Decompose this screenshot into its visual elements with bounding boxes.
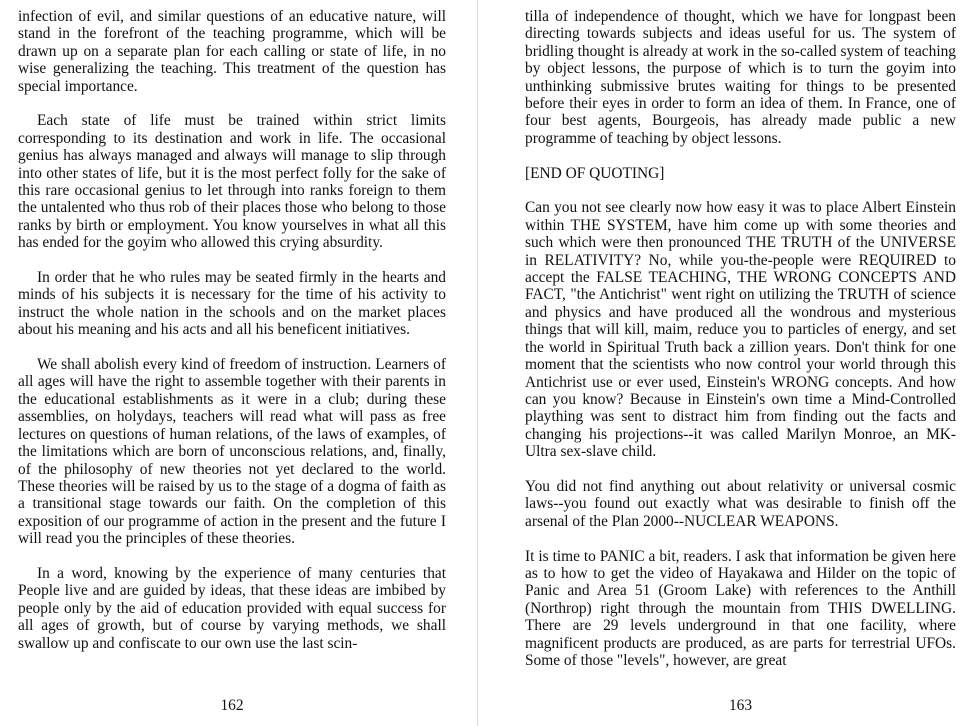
left-paragraph-2: Each state of life must be trained within strict limits corresponding to its destination and work in life. The occasional genius has always managed and always will manage to slip through into other states of life, but it is the most perfect folly for the sake of this rare occasional genius to let through into ranks foreign to them the untalented who thus rob of their places those who belong to those ranks by birth or employment. You know yourselves in what all this has ended for the goyim who allowed this crying absurdity. (18, 112, 446, 252)
left-paragraph-4: We shall abolish every kind of freedom of instruction. Learners of all ages will have the right to assemble together with their parents in the educational establishments as it were in a club; during these assemblies, on holydays, teachers will read what will pass as free lectures on questions of human relations, of the laws of examples, of the limitations which are born of unconscious relations, and, finally, of the philosophy of new theories not yet declared to the world. These theories will be raised by us to the stage of a dogma of faith as a transitional stage towards our faith. On the completion of this exposition of our programme of action in the present and the future I will read you the principles of these theories. (18, 356, 446, 548)
left-page (18, 0, 446, 726)
right-end-quote-marker: [END OF QUOTING] (525, 164, 665, 182)
gutter-divider (477, 0, 478, 726)
right-paragraph-1: tilla of independence of thought, which we have for longpast been directing towards subjects and ideas useful for us. The system of bridling thought is already at work in the so-called system of teaching by object lessons, the purpose of which is to turn the goyim into unthinking submissive brutes waiting for things to be presented before their eyes in order to form an idea of them. In France, one of four best agents, Bourgeois, has already made public a new programme of teaching by object lessons. (525, 8, 956, 147)
right-paragraph-2: Can you not see clearly now how easy it was to place Albert Einstein within THE SYSTEM, have him come up with some theories and such which were then pronounced THE TRUTH of the UNIVERSE in RELATIVITY? No, while you-the-people were REQUIRED to accept the FALSE TEACHING, THE WRONG CONCEPTS AND FACT, "the Antichrist" went right on utilizing the TRUTH of science and physics and have produced all the wondrous and mysterious things that will kill, maim, reduce you to particles of energy, and set the world in Spiritual Truth back a zillion years. Don't think for one moment that the scientists who now control your world through this Antichrist use or ever used, Einstein's WRONG concepts. And how can you know? Because in Einstein's own time a Mind-Controlled plaything was sent to distract him from finding out the facts and changing his projections--it was called Marilyn Monroe, an MK-Ultra sex-slave child. (525, 199, 956, 461)
right-page-number: 163 (728, 697, 753, 714)
right-page (525, 0, 956, 726)
left-paragraph-1: infection of evil, and similar questions of an educative nature, will stand in the forefront of the teaching programme, which will be drawn up on a separate plan for each calling or state of life, in no wise generalizing the teaching. This treatment of the question has special importance. (18, 8, 446, 95)
left-paragraph-5: In a word, knowing by the experience of many centuries that People live and are guided by ideas, that these ideas are imbibed by people only by the aid of education provided with equal success for all ages of growth, but of course by varying methods, we shall swallow up and confiscate to our own use the last scin- (18, 564, 446, 652)
right-paragraph-4: It is time to PANIC a bit, readers. I ask that information be given here as to how to get the video of Hayakawa and Hilder on the topic of Panic and Area 51 (Groom Lake) with references to the Anthill (Northrop) right through the mountain from THIS DWELLING. There are 29 levels underground in that one facility, where magnificent products are produced, as are parts for terrestrial UFOs. Some of those "levels", however, are great (525, 547, 956, 669)
right-paragraph-3: You did not find anything out about relativity or universal cosmic laws--you found out exactly what was desirable to finish off the arsenal of the Plan 2000--NUCLEAR WEAPONS. (525, 477, 956, 530)
left-page-number: 162 (220, 697, 244, 714)
left-paragraph-3: In order that he who rules may be seated firmly in the hearts and minds of his subjects it is necessary for the time of his activity to instruct the whole nation in the schools and on the market places about his meaning and his acts and all his beneficent initiatives. (18, 269, 446, 339)
